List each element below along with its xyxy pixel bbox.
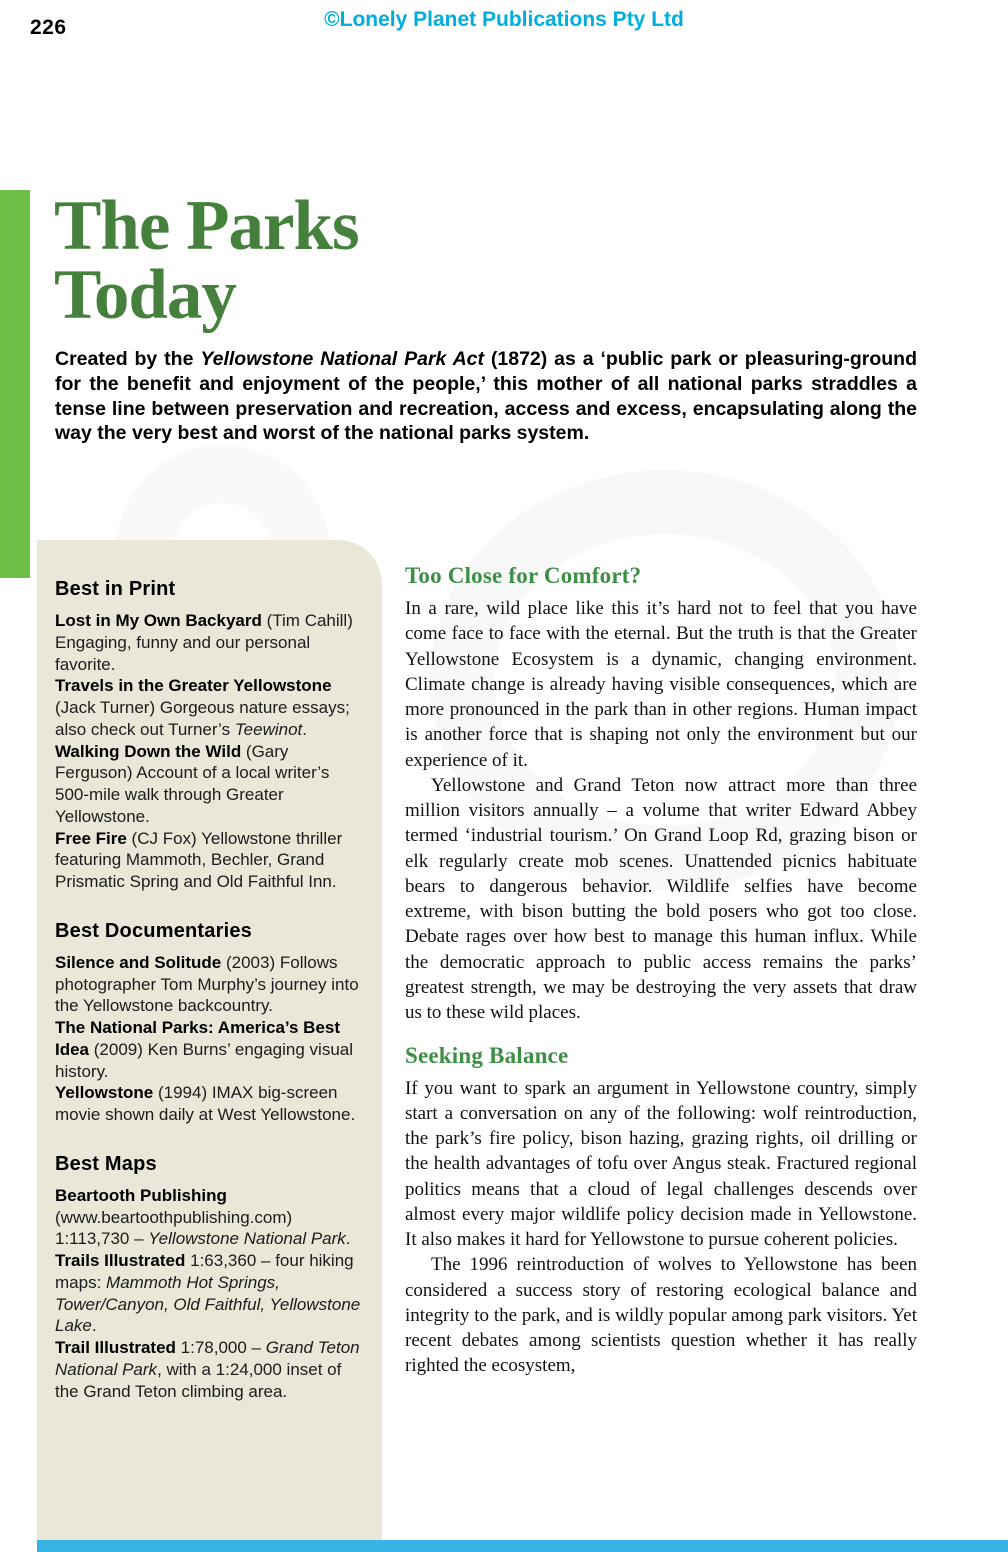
text-run: (CJ Fox) Yellowstone thriller featuring Mammoth, Bechler, Grand Prismatic Spring and Old Faithful Inn.	[55, 828, 343, 891]
text-run: (1872) as a ‘public park or pleasuring-ground for the benefit and enjoyment of the people,’ this mother of all national parks straddles a tense line between preservation and recreation, access and excess, encapsulating along the way the very best and worst of the national parks system.	[55, 348, 917, 445]
text-run: The National Parks: America’s Best Idea	[55, 1018, 341, 1059]
text-run: .	[345, 1229, 351, 1249]
sidebar-entry	[55, 1250, 362, 1337]
text-run: .	[302, 719, 308, 739]
text-run: (Gary Ferguson) Account of a local writer’s 500-mile walk through Greater Yellowstone.	[55, 741, 330, 826]
intro-paragraph	[55, 347, 917, 446]
text-run: , with a 1:24,000 inset of the Grand Teton climbing area.	[55, 1359, 342, 1401]
sidebar-entry	[55, 1017, 362, 1082]
sidebar-entry	[55, 828, 362, 893]
sidebar-entry	[55, 1337, 362, 1402]
text-run: (2009) Ken Burns’ engaging visual history.	[55, 1039, 354, 1081]
text-run: Created by the	[55, 348, 201, 370]
text-run: Yellowstone	[55, 1083, 154, 1103]
text-run: Travels in the Greater Yellowstone	[55, 676, 332, 696]
main-column	[405, 563, 917, 1379]
sidebar-section-heading: Best Documentaries	[55, 919, 252, 942]
sidebar-sections	[55, 578, 362, 1402]
sidebar-entry	[55, 675, 362, 740]
text-run: Yellowstone National Park Act	[200, 348, 484, 370]
text-run: Free Fire	[55, 828, 127, 848]
section-heading: Seeking Balance	[405, 1042, 569, 1068]
sidebar-panel	[37, 540, 382, 1540]
text-run: Lost in My Own Backyard	[55, 611, 262, 630]
text-run: Mammoth Hot Springs, Tower/Canyon, Old Faithful, Yellowstone Lake	[55, 1272, 361, 1336]
sidebar-entry	[55, 952, 362, 1017]
text-run: (Tim Cahill) Engaging, funny and our personal favorite.	[55, 611, 353, 674]
body-paragraph: In a rare, wild place like this it’s hard not to feel that you have come face to face with the eternal. But the truth is that the Greater Yellowstone Ecosystem is a dynamic, changing environment. Climate change is already having visible consequences, which are more pronounced in the park than in other regions. Human impact is another force that is shaping not only the environment but our experience of it.	[405, 598, 917, 771]
body-paragraph: Yellowstone and Grand Teton now attract more than three million visitors annually – a volume that writer Edward Abbey termed ‘industrial tourism.’ On Grand Loop Rd, grazing bison or elk regularly create mob scenes. Unattended picnics habituate bears to dangerous behavior. Wildlife selfies have become extreme, with bison butting the bold posers who got too close. Debate rages over how best to manage this human influx. While the democratic approach to public access remains the parks’ greatest strength, we may be destroying the very assets that draw us to these wild places.	[405, 774, 917, 1024]
body-paragraph: The 1996 reintroduction of wolves to Yellowstone has been considered a success story of restoring ecological balance and integrity to the park, and is wildly popular among park visitors. Yet recent debates among scientists question whether it has really righted the ecosystem,	[405, 1254, 917, 1377]
sidebar-entry	[55, 1082, 362, 1126]
text-run: (2003) Follows photographer Tom Murphy’s journey into the Yellowstone backcountry.	[55, 952, 359, 1016]
text-run: Walking Down the Wild	[55, 741, 242, 761]
text-run: Yellowstone National Park	[148, 1229, 346, 1249]
chapter-accent-bar	[0, 190, 30, 578]
section-heading: Too Close for Comfort?	[405, 563, 642, 588]
sidebar-entry	[55, 1185, 362, 1250]
page-title-line1: The Parks	[54, 187, 359, 265]
body-paragraph: If you want to spark an argument in Yellowstone country, simply start a conversation on any of the following: wolf reintroduction, the park’s fire policy, bison hazing, grazing rights, oil drilling or the health advantages of tofu over Angus steak. Fractured regional politics means that a cloud of legal challenges descends over almost every major wildlife policy decision made in Yellowstone. It also makes it hard for Yellowstone to pursue coherent policies.	[405, 1077, 917, 1251]
sidebar-entry	[55, 741, 362, 828]
text-run: Trails Illustrated	[55, 1251, 186, 1270]
text-run: (www.beartoothpublishing.com) 1:113,730 –	[55, 1207, 293, 1249]
text-run: Teewinot	[234, 719, 303, 739]
sidebar-section-heading: Best in Print	[55, 578, 176, 600]
text-run: 1:63,360 – four hiking maps:	[55, 1251, 354, 1292]
text-run: Grand Teton National Park	[55, 1338, 360, 1379]
sidebar-entry	[55, 610, 362, 675]
text-run: Trail Illustrated	[55, 1338, 176, 1357]
text-run: (1994) IMAX big-screen movie shown daily at West Yellowstone.	[55, 1083, 356, 1124]
page-title-line2: Today	[54, 255, 236, 334]
page-number: 226	[30, 16, 67, 39]
text-run: Silence and Solitude	[55, 952, 222, 972]
text-run: (Jack Turner) Gorgeous nature essays; also check out Turner’s	[55, 698, 350, 739]
text-run: 1:78,000 –	[175, 1338, 266, 1357]
copyright-notice: ©Lonely Planet Publications Pty Ltd	[324, 8, 684, 31]
text-run: .	[91, 1316, 97, 1336]
bottom-image-strip	[37, 1540, 1008, 1552]
page-title	[54, 187, 359, 334]
sidebar-section-heading: Best Maps	[55, 1152, 157, 1175]
text-run: Beartooth Publishing	[55, 1185, 227, 1205]
